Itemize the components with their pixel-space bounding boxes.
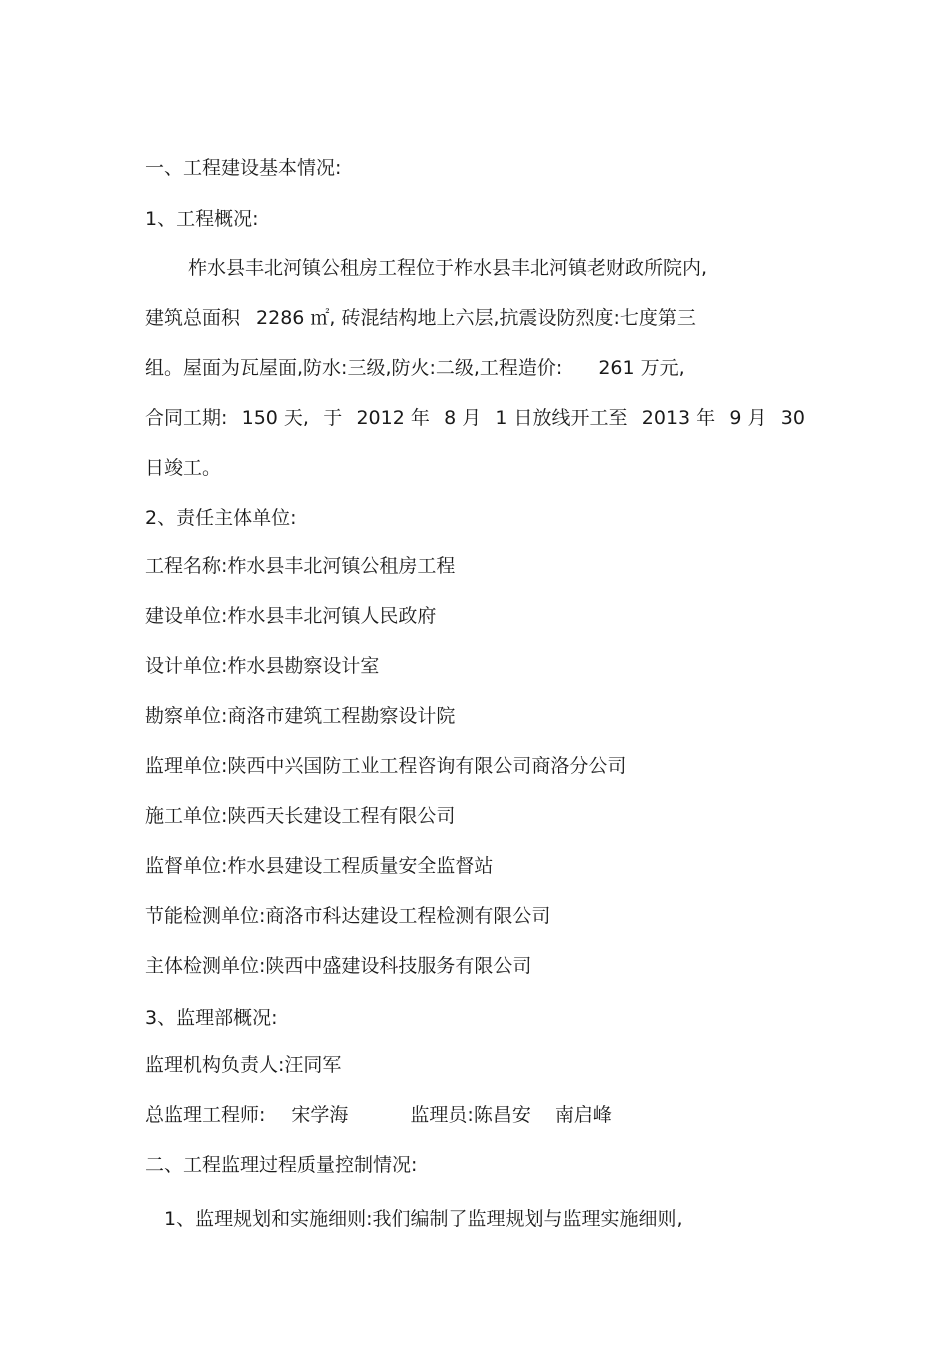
end-month: 9 月 [729,407,767,429]
start-month: 8 月 [444,407,482,429]
responsible-units-heading: 2、责任主体单位: [145,507,297,529]
start-year: 2012 年 [356,407,430,429]
start-day: 1 日放线开工至 [495,407,628,429]
overview-line-2-rest: 砖混结构地上六层,抗震设防烈度:七度第三 [341,307,696,329]
unit-builder: 建设单位:柞水县丰北河镇人民政府 [145,605,437,627]
unit-oversight: 监督单位:柞水县建设工程质量安全监督站 [145,855,494,877]
inspector-name-2: 南启峰 [554,1104,612,1126]
overview-line-5: 日竣工。 [145,457,222,479]
chief-engineer-label: 总监理工程师: [145,1104,266,1126]
overview-line-3-prefix: 组。屋面为瓦屋面,防水:三级,防火:二级,工程造价: [145,357,563,379]
unit-project-name: 工程名称:柞水县丰北河镇公租房工程 [145,555,456,577]
overview-line-2 [145,305,696,331]
unit-supervisor: 监理单位:陕西中兴国防工业工程咨询有限公司商洛分公司 [145,755,627,777]
end-day: 30 [780,407,805,429]
overview-area: 2286 ㎡, [256,307,336,329]
inspector-label: 监理员:陈昌安 [410,1104,531,1126]
contract-days: 150 天, [241,407,309,429]
section1-heading: 一、工程建设基本情况: [145,157,342,179]
overview-cost: 261 万元, [598,357,685,379]
section2-heading: 二、工程监理过程质量控制情况: [145,1154,418,1176]
chief-engineer-name: 宋学海 [291,1104,349,1126]
overview-line-1: 柞水县丰北河镇公租房工程位于柞水县丰北河镇老财政所院内, [188,257,708,279]
section2-item-1: 1、监理规划和实施细则:我们编制了监理规划与监理实施细则, [164,1208,683,1230]
overview-heading: 1、工程概况: [145,208,259,230]
chief-engineer-line [145,1102,612,1128]
unit-structure-testing: 主体检测单位:陕西中盛建设科技服务有限公司 [145,955,532,977]
overview-line-2-prefix: 建筑总面积 [145,307,241,329]
director-line: 监理机构负责人:汪同军 [145,1054,342,1076]
contract-period-label: 合同工期: [145,407,228,429]
overview-line-3 [145,355,685,381]
unit-energy-testing: 节能检测单位:商洛市科达建设工程检测有限公司 [145,905,551,927]
unit-designer: 设计单位:柞水县勘察设计室 [145,655,380,677]
overview-line-4-c: 于 [323,407,343,429]
end-year: 2013 年 [641,407,716,429]
unit-surveyor: 勘察单位:商洛市建筑工程勘察设计院 [145,705,456,727]
supervision-dept-heading: 3、监理部概况: [145,1007,278,1029]
unit-contractor: 施工单位:陕西天长建设工程有限公司 [145,805,456,827]
overview-line-4 [145,405,805,431]
